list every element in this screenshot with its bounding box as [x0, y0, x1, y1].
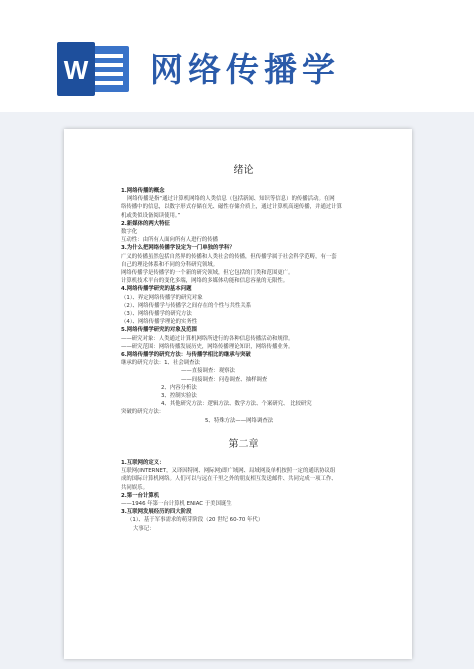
section-title-line: 4.网络传播学研究的基本问题 — [121, 286, 192, 293]
text-line: 5、特殊方法——网络调查法 — [205, 417, 274, 424]
text-line: 广义的传播虽然包括自然界的传播和人类社会的传播，但传播学属于社会科学范畴，有一套 — [121, 253, 337, 260]
text-line: 2、内容分析法 — [161, 384, 197, 391]
chapter-heading-intro: 绪论 — [233, 165, 254, 176]
text-line: ——直接调查：观察法 — [181, 368, 235, 375]
section-title-line: 2.第一台计算机 — [121, 492, 160, 499]
svg-text:W: W — [63, 55, 89, 85]
section-title-line: 1.互联网的定义： — [121, 459, 165, 466]
word-icon — [57, 42, 131, 96]
chapter-heading-two: 第二章 — [228, 438, 259, 450]
text-line: 互联网(INTERNET，又译因特网、网际网)即广域网、局域网及单机按照一定的通讯协议组 — [121, 468, 336, 475]
section-title-line: 3.互联网发展经历的四大阶段 — [121, 509, 192, 516]
text-line: 突破的研究方法： — [121, 409, 165, 416]
section-title-line: 1.网络传播的概念 — [121, 188, 165, 194]
text-line: 4、其他研究方法：逻辑方法、数学方法、个案研究、 比较研究 — [161, 401, 312, 408]
text-line: （4）、网络传播学理论的实务性 — [121, 319, 198, 326]
text-line: 继承的研究方法：1、社会调查法 — [121, 360, 200, 367]
section-title-line: 6.网络传播学的研究方法：与传播学相比的继承与突破 — [121, 352, 251, 359]
text-line: 机或类似设备阅读使用。” — [121, 212, 181, 219]
text-line: （2）、网络传播学与传播学之间存在的个性与共性关系 — [121, 302, 252, 309]
text-line: 共同娱乐。 — [121, 484, 148, 491]
section-intro-lines — [121, 187, 396, 425]
document-page — [64, 129, 412, 659]
banner-title: 网络传播学 — [150, 50, 340, 89]
text-line: （3）、网络传播学的研究方法 — [121, 311, 192, 318]
section-title-line: 2.新媒体的两大特征 — [121, 220, 170, 227]
text-line: （1）、界定网络传播学的研究对象 — [121, 294, 203, 301]
text-line: 互动性：由所有人面向所有人进行的传播 — [121, 237, 219, 244]
text-line: ——研究对象：人类通过计算机网络所进行的各种信息传播活动和规律。 — [121, 335, 294, 342]
banner — [0, 0, 474, 112]
text-line: 成的国际计算机网络。人们可以与远在千里之外的朋友相互发送邮件、共同完成一项工作、 — [121, 476, 337, 483]
text-line: 数字化 — [121, 229, 138, 236]
document-content — [64, 129, 412, 533]
section-title-line: 5.网络传播学研究的对象及范围 — [121, 327, 197, 334]
text-line: 自己的理论体系和不同的分科研究领域。 — [121, 261, 219, 268]
text-line: （1）、基于军事需求的萌芽阶段（20 世纪 60-70 年代） — [127, 517, 264, 524]
text-line: 网络传播学是传播学的一个新的研究领域，但它包括的门类和范围更广。 — [121, 270, 294, 277]
text-line: ——研究范围：网络传播发展历史，网络传播理论知识，网络传播业务。 — [121, 343, 294, 350]
text-line: 网络传播是指“通过计算机网络的人类信息（包括新闻、知识等信息）的传播活动。在网 — [127, 196, 335, 203]
text-line: ——间接调查：问卷调查、抽样调查 — [181, 376, 268, 383]
text-line: 络传播中的信息，以数字形式存储在光、磁性存储介质上，通过计算机高速传播，并通过计算 — [121, 204, 343, 211]
text-line: 大事记： — [133, 525, 155, 532]
section-title-line: 3.为什么把网络传播学设定为一门单独的学科？ — [121, 245, 235, 252]
section-chapter2-lines — [121, 459, 396, 533]
text-line: 3、控制实验法 — [161, 393, 197, 400]
text-line: ——1946 年第一台计算机 ENIAC 于美国诞生 — [121, 500, 232, 507]
text-line: 计算机技术平台的变化多端，网络的多媒体功能和信息容量的无限性。 — [121, 278, 289, 285]
